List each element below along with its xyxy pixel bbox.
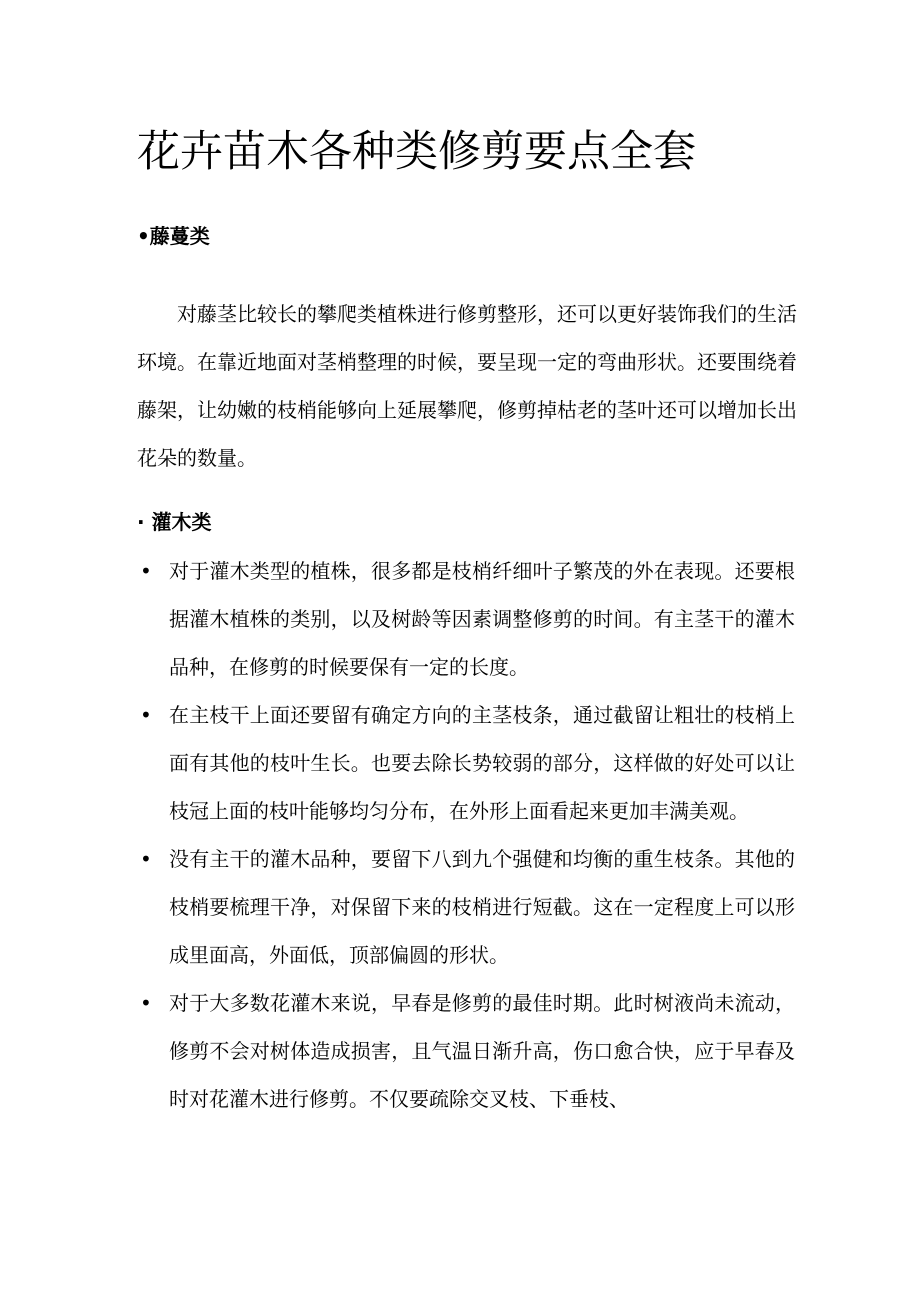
list-item-text: 对于大多数花灌木来说，早春是修剪的最佳时期。此时树液尚未流动，修剪不会对树体造成损害，且气温日渐升高，伤口愈合快，应于早春及时对花灌木进行修剪。不仅要疏除交叉枝、下垂枝、 <box>169 991 795 1111</box>
bullet-marker: • <box>140 847 152 871</box>
list-item <box>0 691 920 835</box>
bullet-marker: • <box>140 703 152 727</box>
section-heading-vines: •藤蔓类 <box>137 224 210 248</box>
list-item <box>0 979 920 1123</box>
document-title: 花卉苗木各种类修剪要点全套 <box>137 127 696 177</box>
list-item-text: 对于灌木类型的植株，很多都是枝梢纤细叶子繁茂的外在表现。还要根据灌木植株的类别，以及树龄等因素调整修剪的时间。有主茎干的灌木品种，在修剪的时候要保有一定的长度。 <box>169 559 795 679</box>
section-paragraph-vines: 对藤茎比较长的攀爬类植株进行修剪整形，还可以更好装饰我们的生活环境。在靠近地面对茎梢整理的时候，要呈现一定的弯曲形状。还要围绕着藤架，让幼嫩的枝梢能够向上延展攀爬，修剪掉枯老的茎叶还可以增加长出花朵的数量。 <box>137 302 797 470</box>
section-heading-shrubs: · 灌木类 <box>137 510 212 534</box>
list-item-text: 没有主干的灌木品种，要留下八到九个强健和均衡的重生枝条。其他的枝梢要梳理干净，对保留下来的枝梢进行短截。这在一定程度上可以形成里面高，外面低，顶部偏圆的形状。 <box>169 847 795 967</box>
list-item <box>0 547 920 691</box>
bullet-marker: • <box>140 559 152 583</box>
list-item-text: 在主枝干上面还要留有确定方向的主茎枝条，通过截留让粗壮的枝梢上面有其他的枝叶生长。也要去除长势较弱的部分，这样做的好处可以让枝冠上面的枝叶能够均匀分布，在外形上面看起来更加丰满美观。 <box>169 703 795 823</box>
shrub-bullet-list <box>0 547 920 1123</box>
list-item <box>0 835 920 979</box>
bullet-marker: • <box>140 991 152 1015</box>
